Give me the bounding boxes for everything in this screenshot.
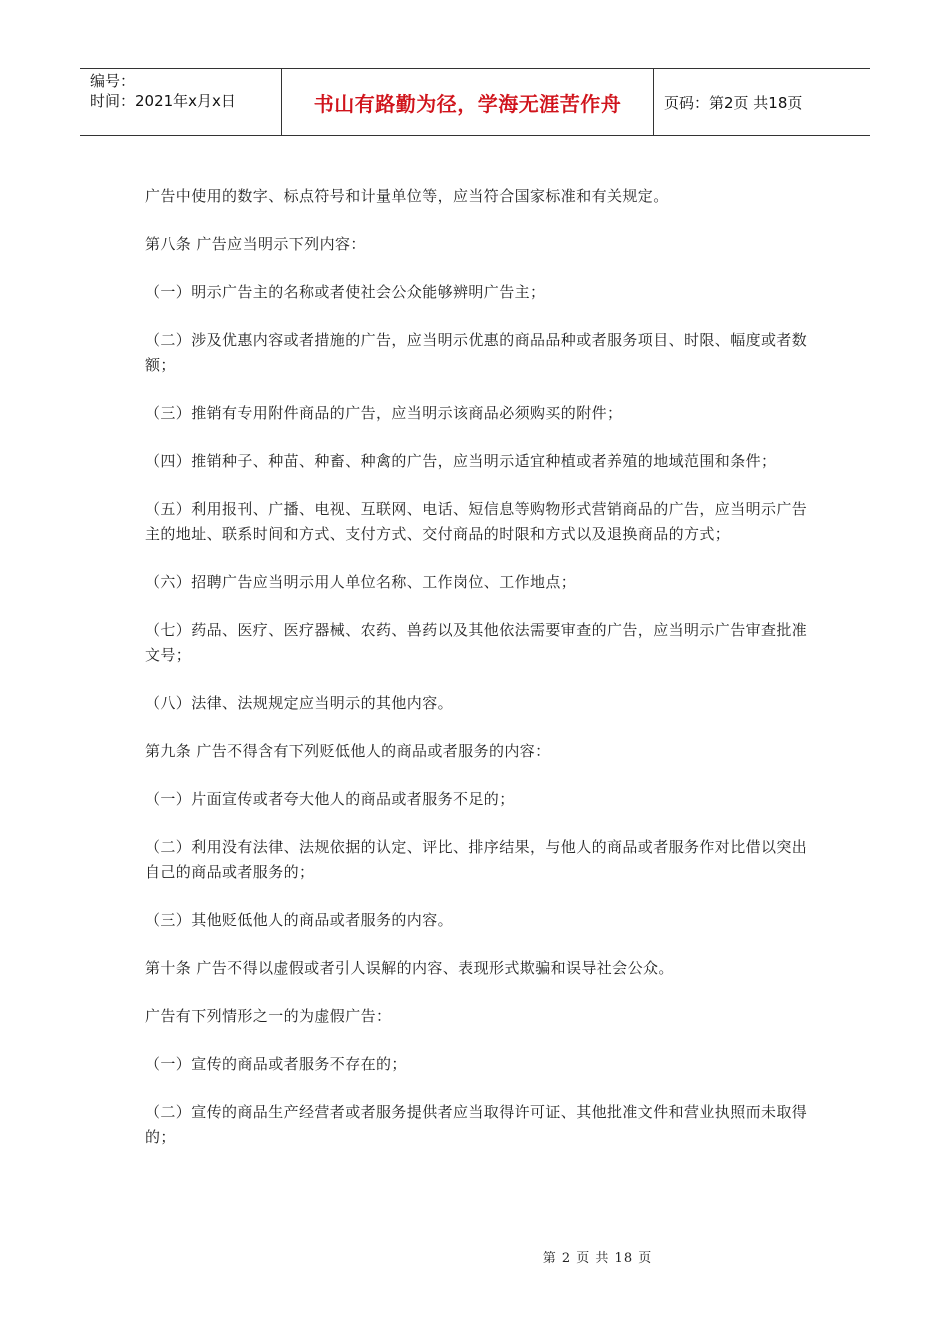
paragraph: （五）利用报刊、广播、电视、互联网、电话、短信息等购物形式营销商品的广告，应当明示广告主的地址、联系时间和方式、支付方式、交付商品的时限和方式以及退换商品的方式； [145,500,808,543]
header-meta-cell [80,69,282,135]
document-number-label: 编号： [90,72,136,90]
paragraph: （七）药品、医疗、医疗器械、农药、兽药以及其他依法需要审查的广告，应当明示广告审查批准文号； [145,621,808,664]
article-heading: 第十条 广告不得以虚假或者引人误解的内容、表现形式欺骗和误导社会公众。 [145,959,674,977]
paragraph: （一）宣传的商品或者服务不存在的； [145,1055,407,1073]
header-page-info: 页码：第2页 共18页 [664,93,803,112]
document-date-label: 时间：2021年x月x日 [90,92,236,110]
paragraph: （六）招聘广告应当明示用人单位名称、工作岗位、工作地点； [145,573,577,591]
header-motto: 书山有路勤为径，学海无涯苦作舟 [282,69,654,135]
page-footer: 第 2 页 共 18 页 [542,1251,653,1266]
paragraph: （三）推销有专用附件商品的广告，应当明示该商品必须购买的附件； [145,404,623,422]
paragraph: （一）明示广告主的名称或者使社会公众能够辨明广告主； [145,283,546,301]
article-heading: 第九条 广告不得含有下列贬低他人的商品或者服务的内容： [145,742,551,760]
paragraph: （八）法律、法规规定应当明示的其他内容。 [145,694,454,712]
paragraph: （二）涉及优惠内容或者措施的广告，应当明示优惠的商品品种或者服务项目、时限、幅度或者数额； [145,331,808,374]
paragraph: 广告有下列情形之一的为虚假广告： [145,1007,392,1025]
paragraph: （一）片面宣传或者夸大他人的商品或者服务不足的； [145,790,515,808]
paragraph: （三）其他贬低他人的商品或者服务的内容。 [145,911,454,929]
paragraph: 广告中使用的数字、标点符号和计量单位等，应当符合国家标准和有关规定。 [145,187,669,205]
paragraph: （二）利用没有法律、法规依据的认定、评比、排序结果，与他人的商品或者服务作对比借以突出自己的商品或者服务的； [145,838,808,881]
paragraph: （二）宣传的商品生产经营者或者服务提供者应当取得许可证、其他批准文件和营业执照而未取得的； [145,1103,808,1146]
article-heading: 第八条 广告应当明示下列内容： [145,235,366,253]
document-body [145,184,810,1173]
paragraph: （四）推销种子、种苗、种畜、种禽的广告，应当明示适宜种植或者养殖的地域范围和条件； [145,452,777,470]
document-header [80,68,870,136]
